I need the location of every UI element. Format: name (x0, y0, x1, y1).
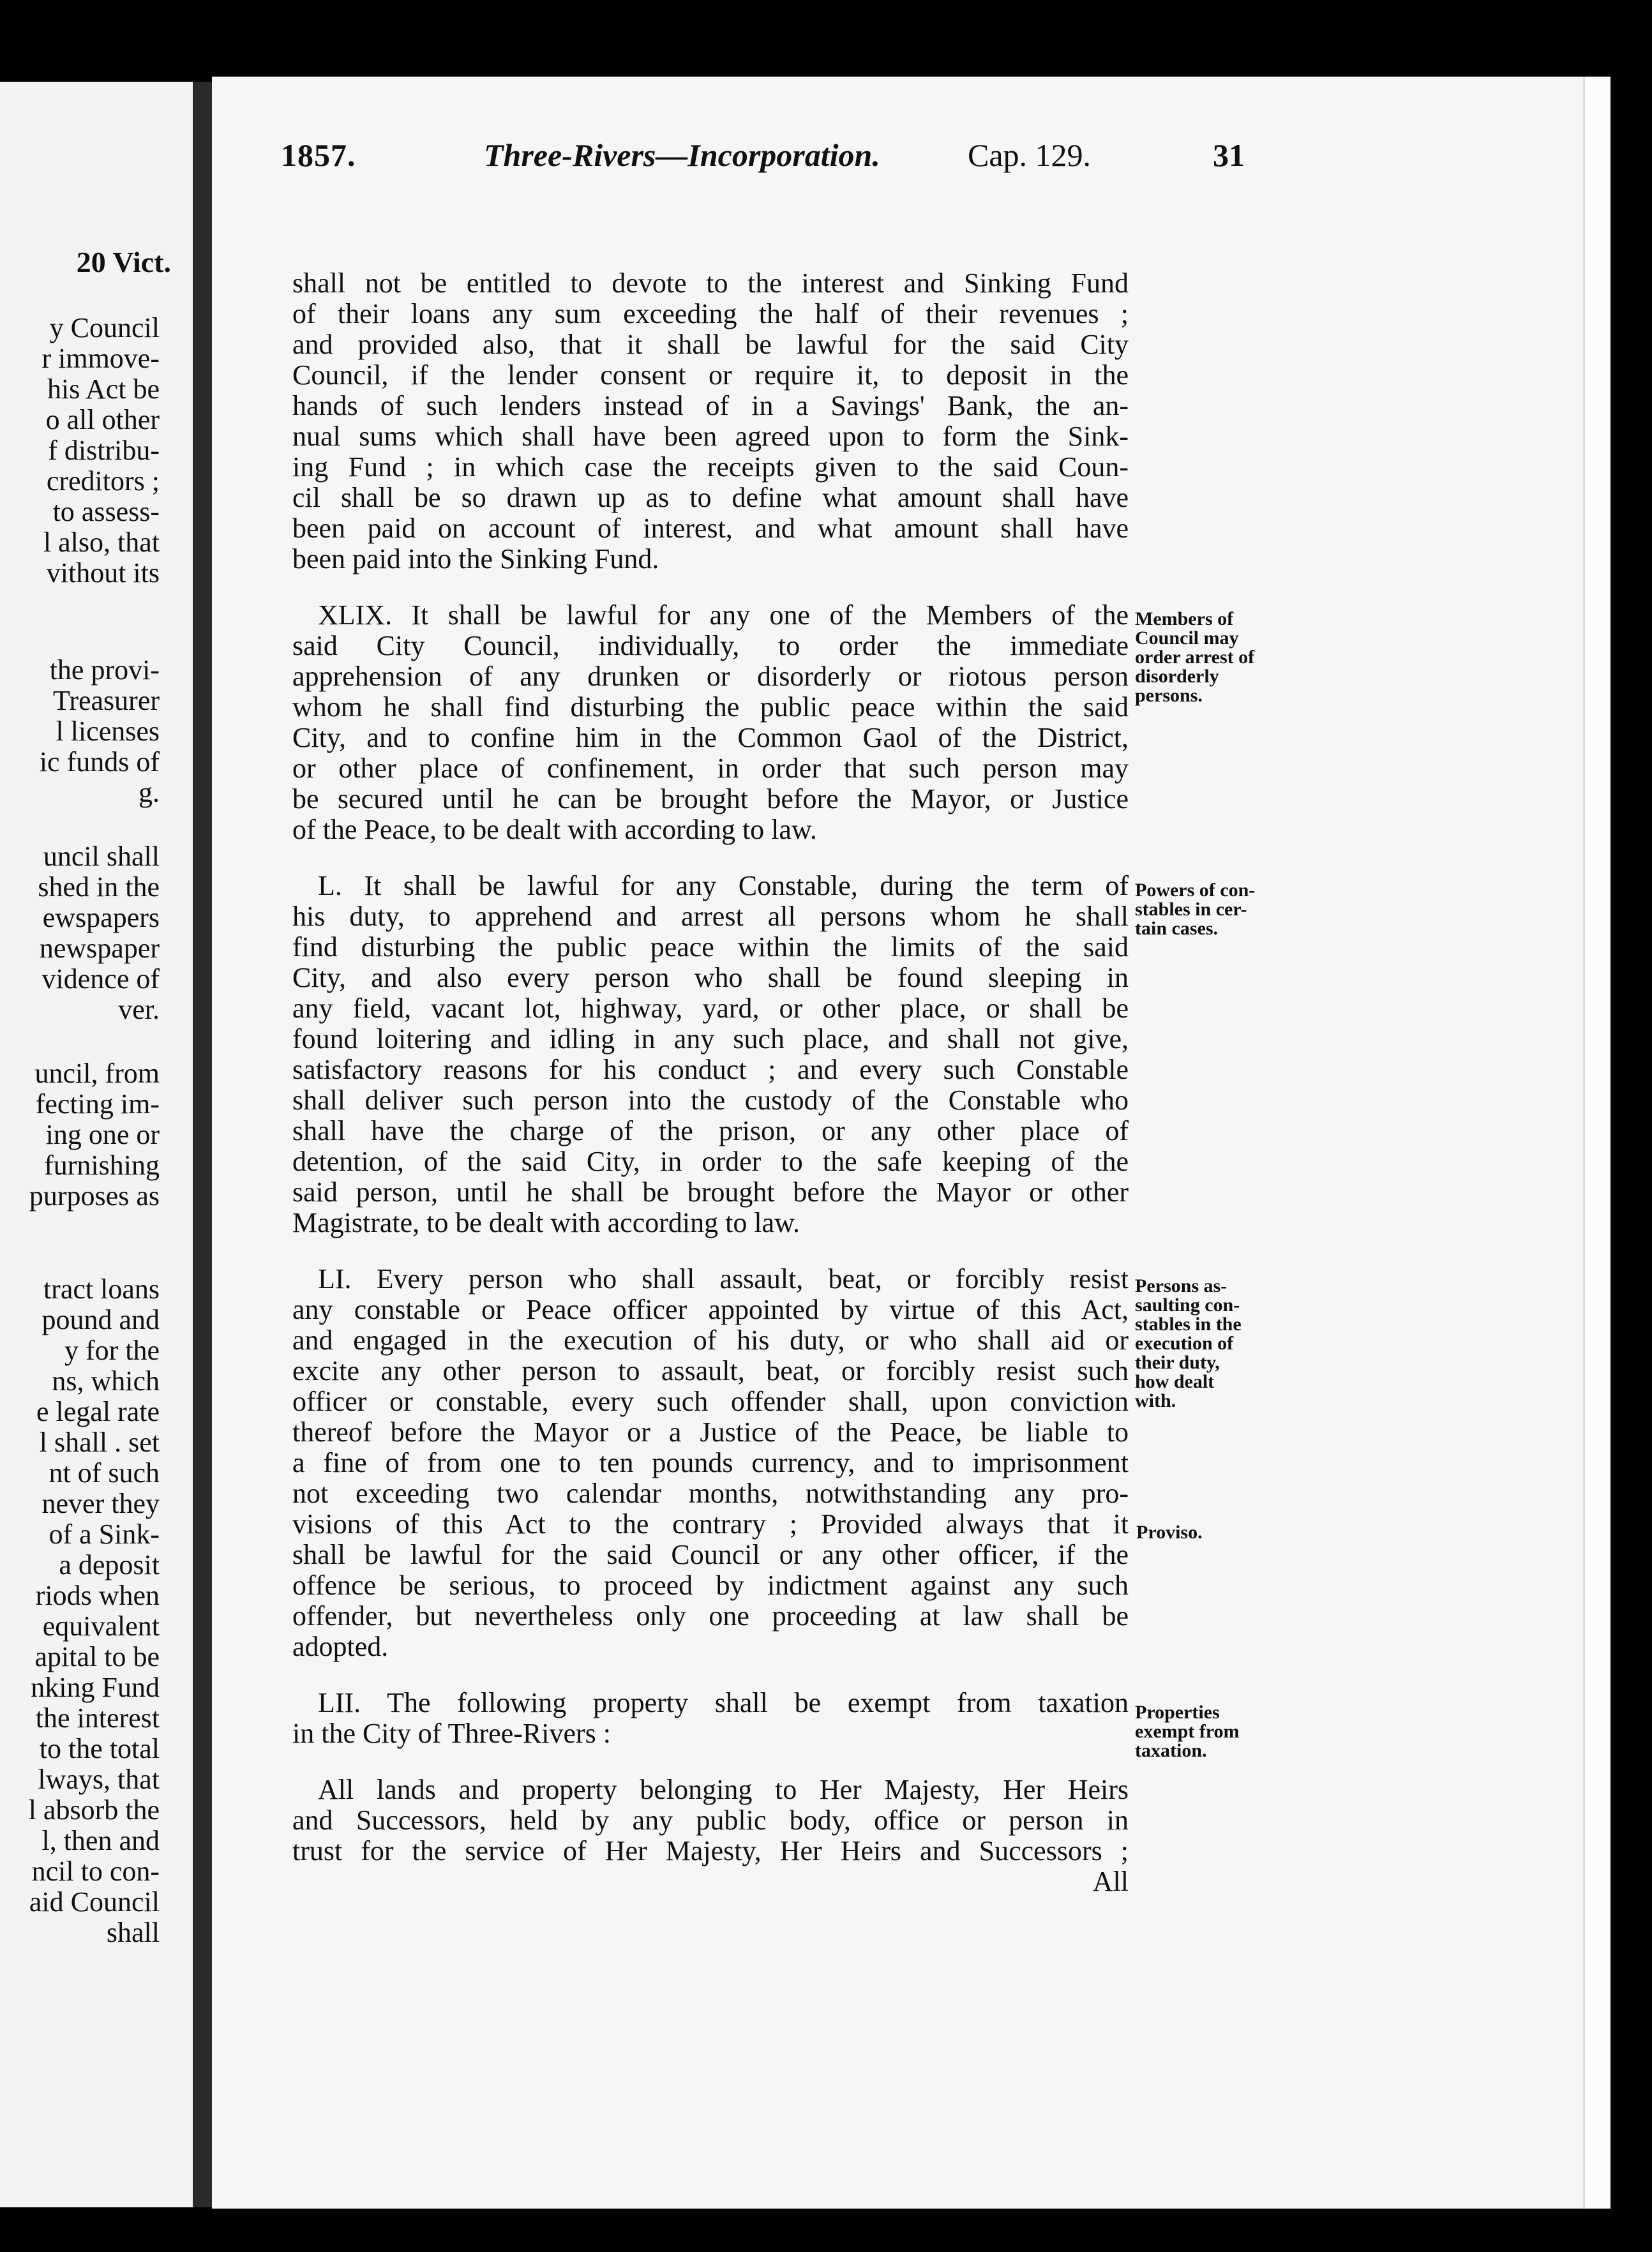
left-page-line: vidence of (41, 963, 160, 995)
left-page-line: the interest (35, 1702, 160, 1734)
left-page-line: to assess- (52, 496, 160, 527)
left-page-line: a deposit (59, 1549, 160, 1580)
text-line: and Successors, held by any public body, office or person in (292, 1805, 1129, 1836)
text-line: any field, vacant lot, highway, yard, or other place, or shall be (292, 993, 1129, 1024)
text-line: City, and to confine him in the Common Gaol of the District, (292, 722, 1129, 753)
left-page-line: aid Council (29, 1886, 160, 1918)
paragraph-li (292, 1264, 1129, 1662)
left-page-line: shed in the (38, 871, 160, 903)
text-line: be secured until he can be brought before the Mayor, or Justice (292, 783, 1129, 814)
text-line: shall deliver such person into the custody of the Constable who (292, 1085, 1129, 1116)
left-facing-page (0, 82, 193, 2207)
left-page-line: ncil to con- (31, 1856, 160, 1887)
text-line: said person, until he shall be brought before the Mayor or other (292, 1176, 1129, 1208)
paragraph-lands (292, 1775, 1129, 1897)
left-page-header: 20 Vict. (76, 246, 171, 278)
left-page-line: vithout its (46, 557, 160, 589)
header-chapter: Cap. 129. (968, 137, 1092, 173)
text-line: said City Council, individually, to order the immediate (292, 630, 1129, 661)
text-line: and engaged in the execution of his duty, or who shall aid or (292, 1325, 1129, 1356)
page-edge (1583, 77, 1611, 2209)
text-line: shall have the charge of the prison, or any other place of (292, 1115, 1129, 1146)
left-page-line: uncil, from (34, 1058, 160, 1089)
text-line: cil shall be so drawn up as to define what amount shall have (292, 482, 1129, 513)
text-line: Council, if the lender consent or require it, to deposit in the (292, 359, 1129, 391)
left-page-line: f distribu- (48, 435, 160, 466)
text-line: offender, but nevertheless only one proceeding at law shall be (292, 1600, 1129, 1632)
text-line: XLIX. It shall be lawful for any one of the Members of the (318, 599, 1129, 631)
marginal-note-assault: Persons as- saulting con- stables in the execution of their duty, how dealt with. (1135, 1275, 1242, 1411)
text-line: Magistrate, to be dealt with according to law. (292, 1207, 800, 1238)
paragraph-xlix (292, 600, 1129, 845)
left-page-line: creditors ; (46, 465, 160, 497)
text-line: shall not be entitled to devote to the interest and Sinking Fund (292, 267, 1129, 299)
text-line: nual sums which shall have been agreed upon to form the Sink- (292, 421, 1129, 452)
text-line: excite any other person to assault, beat, or forcibly resist such (292, 1355, 1129, 1386)
text-line: hands of such lenders instead of in a Savings' Bank, the an- (292, 390, 1129, 421)
text-line: City, and also every person who shall be found sleeping in (292, 962, 1129, 993)
marginal-note-properties: Properties exempt from taxation. (1135, 1702, 1240, 1761)
left-page-line: shall (106, 1917, 160, 1948)
left-page-line: g. (139, 777, 160, 808)
text-line: find disturbing the public peace within the limits of the said (292, 931, 1129, 963)
text-line: officer or constable, every such offender shall, upon conviction (292, 1386, 1129, 1417)
text-line: been paid on account of interest, and what amount shall have (292, 513, 1129, 544)
left-page-line: newspaper (39, 933, 160, 964)
text-line: been paid into the Sinking Fund. (292, 543, 659, 574)
text-line: LI. Every person who shall assault, beat, or forcibly resist (318, 1263, 1129, 1295)
left-page-line: y Council (49, 312, 160, 343)
paragraph-l (292, 871, 1129, 1238)
text-line: ing Fund ; in which case the receipts given to the said Coun- (292, 451, 1129, 483)
left-page-line: the provi- (49, 654, 160, 686)
text-line: whom he shall find disturbing the public peace within the said (292, 691, 1129, 723)
left-page-line: of a Sink- (49, 1519, 160, 1550)
text-line: or other place of confinement, in order that such person may (292, 753, 1129, 784)
marginal-note-proviso: Proviso. (1136, 1522, 1203, 1543)
left-page-line: l licenses (56, 716, 160, 747)
text-line: offence be serious, to proceed by indictment against any such (292, 1570, 1129, 1601)
left-page-line: furnishing (44, 1150, 160, 1181)
left-page-line: ing one or (45, 1119, 160, 1150)
left-page-line: nt of such (49, 1457, 160, 1489)
left-page-line: apital to be (34, 1641, 160, 1672)
left-page-line: y for the (64, 1335, 160, 1366)
left-page-line: ver. (118, 994, 160, 1025)
text-line: LII. The following property shall be exempt from taxation (318, 1687, 1129, 1718)
text-line: thereof before the Mayor or a Justice of the Peace, be liable to (292, 1416, 1129, 1448)
catchword: All (1092, 1866, 1129, 1897)
left-page-line: ewspapers (42, 902, 160, 933)
left-page-line: to the total (39, 1733, 160, 1764)
marginal-note-members: Members of Council may order arrest of disorderly persons. (1135, 608, 1255, 706)
left-page-line: o all other (45, 404, 160, 435)
text-line: satisfactory reasons for his conduct ; and every such Constable (292, 1054, 1129, 1085)
text-line: a fine of from one to ten pounds currency, and to imprisonment (292, 1447, 1129, 1478)
left-page-line: uncil shall (43, 841, 160, 872)
text-line: shall be lawful for the said Council or any other officer, if the (292, 1539, 1129, 1570)
text-line: detention, of the said City, in order to the safe keeping of the (292, 1146, 1129, 1177)
text-line: adopted. (292, 1631, 389, 1662)
left-page-line: l shall . set (39, 1427, 160, 1458)
header-title: Three-Rivers—Incorporation. (484, 137, 880, 173)
left-page-line: tract loans (43, 1273, 160, 1305)
left-page-line: l also, that (43, 527, 160, 558)
text-line: his duty, to apprehend and arrest all persons whom he shall (292, 901, 1129, 932)
text-line: of their loans any sum exceeding the half of their revenues ; (292, 298, 1129, 329)
left-page-line: r immove- (41, 343, 160, 374)
left-page-line: l absorb the (28, 1794, 160, 1826)
left-page-line: fecting im- (35, 1088, 160, 1120)
page-number: 31 (1213, 137, 1245, 173)
text-line: All lands and property belonging to Her Majesty, Her Heirs (318, 1774, 1129, 1805)
text-line: trust for the service of Her Majesty, Her Heirs and Successors ; (292, 1835, 1129, 1866)
left-page-line: equivalent (42, 1610, 160, 1642)
left-page-line: lways, that (38, 1764, 160, 1795)
left-page-line: pound and (41, 1304, 160, 1335)
left-page-line: nking Fund (31, 1672, 160, 1703)
text-line: in the City of Three-Rivers : (292, 1718, 611, 1749)
page-body (292, 268, 1129, 1897)
left-page-line: his Act be (47, 373, 160, 405)
text-line: visions of this Act to the contrary ; Provided always that it (292, 1508, 1129, 1540)
text-line: L. It shall be lawful for any Constable, during the term of (318, 870, 1129, 901)
left-page-line: e legal rate (36, 1396, 160, 1427)
book-gutter (193, 82, 212, 2207)
left-page-line: riods when (35, 1580, 160, 1611)
left-page-line: purposes as (29, 1180, 160, 1212)
paragraph-continuation (292, 268, 1129, 574)
left-page-line: ns, which (52, 1365, 160, 1397)
left-page-line: ic funds of (39, 746, 160, 777)
text-line: found loitering and idling in any such place, and shall not give, (292, 1023, 1129, 1055)
text-line: apprehension of any drunken or disorderly or riotous person (292, 661, 1129, 692)
marginal-note-constables: Powers of con- stables in cer- tain cases. (1135, 880, 1256, 939)
left-page-line: l, then and (41, 1825, 160, 1856)
paragraph-lii (292, 1688, 1129, 1749)
left-page-line: Treasurer (53, 685, 160, 716)
text-line: not exceeding two calendar months, notwithstanding any pro- (292, 1478, 1129, 1509)
header-year: 1857. (281, 137, 356, 173)
text-line: of the Peace, to be dealt with according to law. (292, 814, 817, 845)
text-line: any constable or Peace officer appointed by virtue of this Act, (292, 1294, 1129, 1325)
text-line: and provided also, that it shall be lawful for the said City (292, 329, 1129, 360)
left-page-line: never they (41, 1488, 160, 1519)
